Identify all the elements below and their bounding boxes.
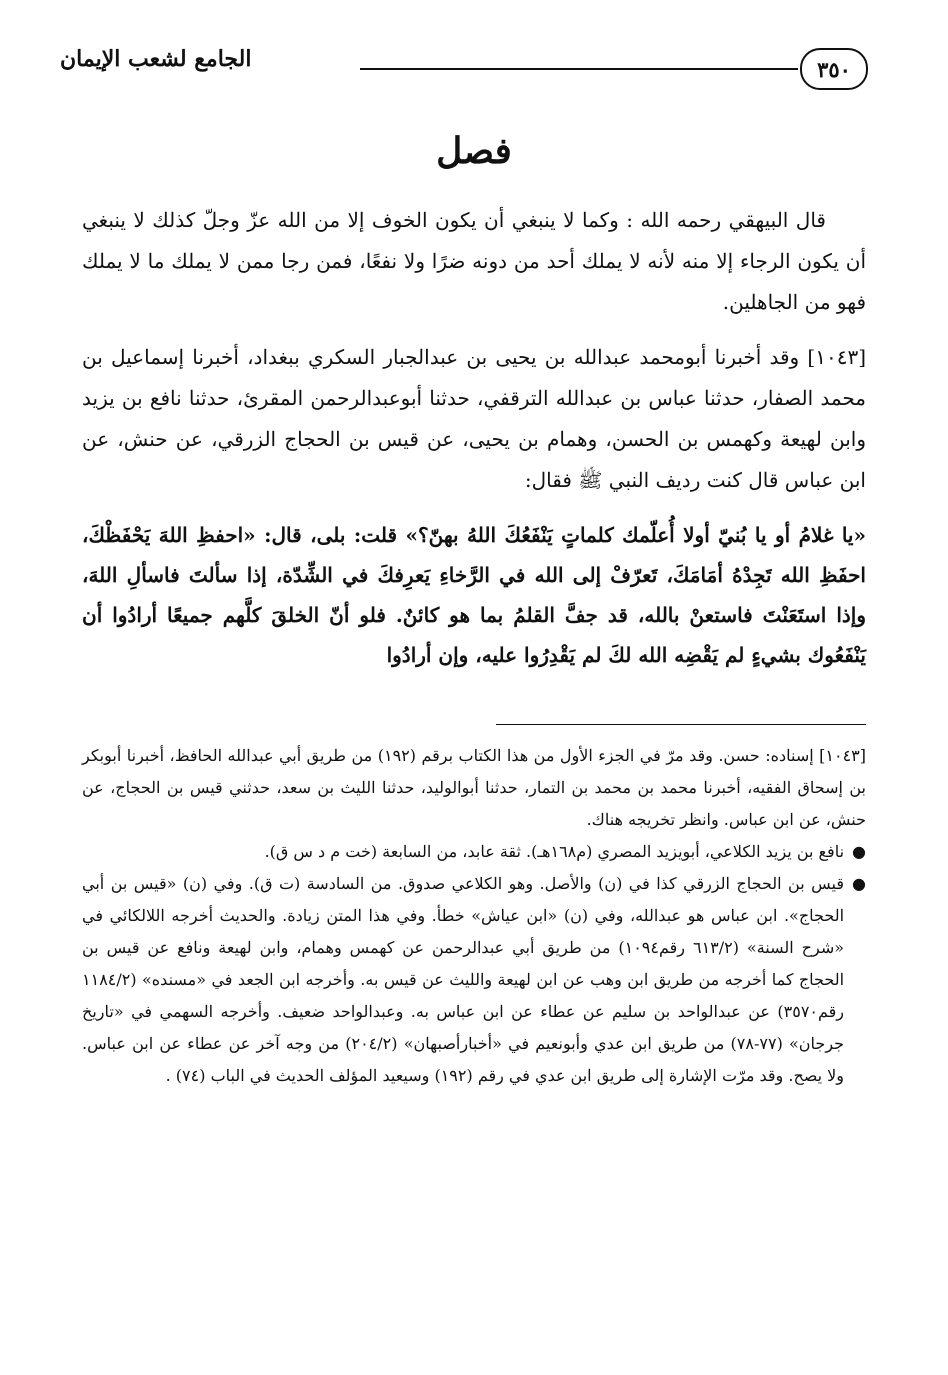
footnote-bullet bbox=[82, 836, 866, 868]
intro-paragraph: قال البيهقي رحمه الله : وكما لا ينبغي أن يكون الخوف إلا من الله عزّ وجلّ كذلك لا ينبغي أن يكون الرجاء إلا منه لأنه لا يملك أحد من دونه ضرًا ولا نفعًا، فمن رجا ممن لا يملك ما لا يملك فهو من الجاهلين. bbox=[82, 208, 866, 314]
hadith-text: «يا غلامُ أو يا بُنيّ أولا أُعلّمك كلماتٍ يَنْفَعُكَ اللهُ بهنّ؟» قلت: بلى، قال: «احفظِ اللهَ يَحْفَظْكَ، احفَظِ الله تَجِدْهُ أمَامَكَ، تَعرّفْ إلى الله في الرَّخاءِ يَعرِفكَ في الشِّدّة، إذا سألتَ فاسألِ اللهَ، وإذا استَعَنْتَ فاستعنْ بالله، قد جفَّ القلمُ بما هو كائنٌ. فلو أنّ الخلقَ كلَّهم جميعًا أرادُوا أن يَنْفَعُوك بشيءٍ لم يَقْضِه الله لكَ لم يَقْدِرُوا عليه، وإن أرادُوا bbox=[82, 523, 866, 667]
bullet-icon: ● bbox=[852, 842, 866, 861]
footnote-bullet-text: نافع بن يزيد الكلاعي، أبويزيد المصري (م١٦٨هـ). ثقة عابد، من السابعة (خت م د س ق). bbox=[264, 842, 845, 861]
main-text bbox=[82, 200, 866, 675]
footnote-rule bbox=[496, 724, 866, 725]
header-rule bbox=[360, 68, 798, 70]
page-number: ٣٥٠ bbox=[800, 48, 868, 90]
section-title: فصل bbox=[436, 130, 512, 172]
footnotes bbox=[82, 740, 866, 1092]
bullet-icon: ● bbox=[852, 874, 866, 893]
page-header bbox=[60, 40, 868, 100]
isnad-paragraph: [١٠٤٣] وقد أخبرنا أبومحمد عبدالله بن يحيى بن عبدالجبار السكري ببغداد، أخبرنا إسماعيل بن محمد الصفار، حدثنا عباس بن عبدالله الترقفي، حدثنا أبوعبدالرحمن المقرئ، حدثنا نافع بن يزيد وابن لهيعة وكهمس بن الحسن، وهمام بن يحيى، عن قيس بن الحجاج الزرقي، عن حنش، عن ابن عباس قال كنت رديف النبي ﷺ فقال: bbox=[82, 345, 867, 492]
book-title: الجامع لشعب الإيمان bbox=[60, 46, 252, 72]
footnote-bullet bbox=[82, 868, 866, 1092]
footnote-bullet-text: قيس بن الحجاج الزرقي كذا في (ن) والأصل. وهو الكلاعي صدوق. من السادسة (ت ق). وفي (ن) «قيس بن أبي الحجاج». ابن عباس هو عبدالله، وفي (ن) «ابن عياش» خطأ. وفي هذا المتن زيادة. والحديث أخرجه اللالكائي في «شرح السنة» (٦١٣/٢ رقم١٠٩٤) من طريق أبي عبدالرحمن عن كهمس وهمام، وابن لهيعة ونافع عن قيس بن الحجاج كما أخرجه من طريق ابن وهب عن ابن لهيعة والليث عن قيس به. وأخرجه ابن الجعد في «مسنده» (١١٨٤/٢ رقم٣٥٧٠) عن عبدالواحد بن سليم عن عطاء عن ابن عباس به. وعبدالواحد ضعيف. وأخرجه السهمي في «تاريخ جرجان» (٧٧-٧٨) من طريق ابن عدي وأبونعيم في «أخبارأصبهان» (٢٠٤/٢) من وجه آخر عن عطاء عن ابن عباس. ولا يصح. وقد مرّت الإشارة إلى طريق ابن عدي في رقم (١٩٢) وسيعيد المؤلف الحديث في الباب (٧٤) . bbox=[82, 874, 845, 1085]
footnote-intro: [١٠٤٣] إسناده: حسن. وقد مرّ في الجزء الأول من هذا الكتاب برقم (١٩٢) من طريق أبي عبدالله الحافظ، أخبرنا أبوبكر بن إسحاق الفقيه، أخبرنا محمد بن محمد بن التمار، حدثنا أبوالوليد، حدثنا الليث بن سعد، حدثني قيس بن الحجاج، عن حنش، عن ابن عباس. وانظر تخريجه هناك. bbox=[82, 746, 867, 829]
